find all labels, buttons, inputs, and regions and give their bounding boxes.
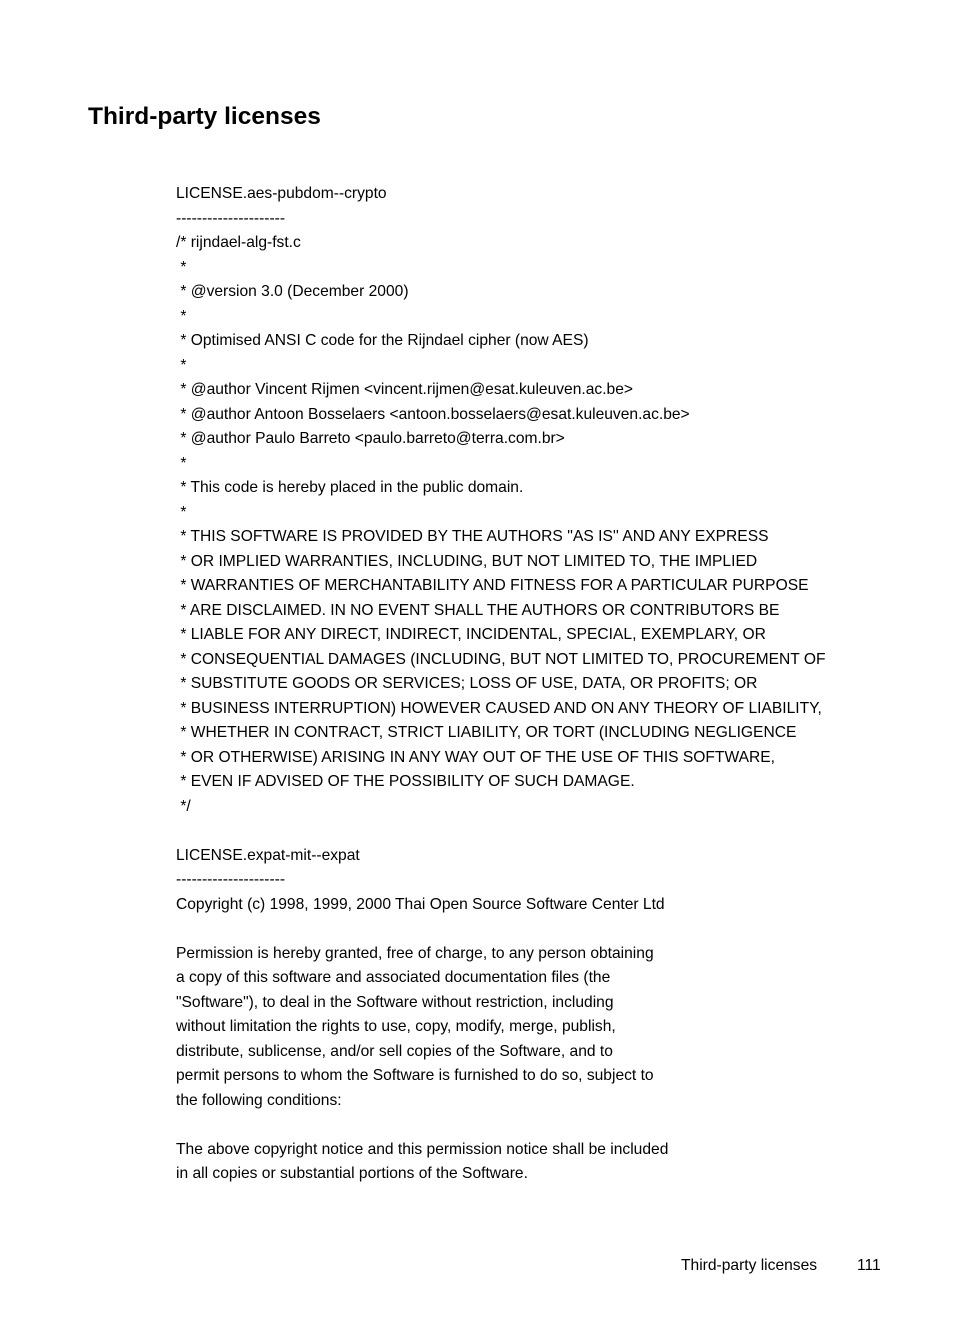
text-line: * SUBSTITUTE GOODS OR SERVICES; LOSS OF USE, DATA, OR PROFITS; OR <box>176 675 758 692</box>
text-line: * CONSEQUENTIAL DAMAGES (INCLUDING, BUT NOT LIMITED TO, PROCUREMENT OF <box>176 650 826 668</box>
text-line: * WARRANTIES OF MERCHANTABILITY AND FITNESS FOR A PARTICULAR PURPOSE <box>176 577 809 594</box>
text-line: * @author Vincent Rijmen <vincent.rijmen@esat.kuleuven.ac.be> <box>176 381 633 398</box>
text-line: in all copies or substantial portions of the Software. <box>176 1165 528 1182</box>
text-line <box>176 819 896 844</box>
text-line: * @author Antoon Bosselaers <antoon.bosselaers@esat.kuleuven.ac.be> <box>176 405 690 423</box>
text-line: * <box>176 503 187 521</box>
text-line: * ARE DISCLAIMED. IN NO EVENT SHALL THE AUTHORS OR CONTRIBUTORS BE <box>176 601 780 619</box>
text-line <box>176 917 896 942</box>
text-line: distribute, sublicense, and/or sell copies of the Software, and to <box>176 1042 613 1060</box>
text-line: --------------------- <box>176 209 286 227</box>
text-line: * THIS SOFTWARE IS PROVIDED BY THE AUTHORS ''AS IS'' AND ANY EXPRESS <box>176 528 769 545</box>
text-line: LICENSE.aes-pubdom--crypto <box>176 185 387 202</box>
text-line: /* rijndael-alg-fst.c <box>176 234 301 251</box>
text-line: * <box>176 454 187 472</box>
license-text <box>176 182 896 1187</box>
text-line: --------------------- <box>176 871 286 888</box>
text-line: LICENSE.expat-mit--expat <box>176 846 360 864</box>
text-line: the following conditions: <box>176 1091 342 1109</box>
text-line: * OR IMPLIED WARRANTIES, INCLUDING, BUT NOT LIMITED TO, THE IMPLIED <box>176 552 758 570</box>
text-line: * WHETHER IN CONTRACT, STRICT LIABILITY, OR TORT (INCLUDING NEGLIGENCE <box>176 724 797 741</box>
text-line: a copy of this software and associated documentation files (the <box>176 969 611 986</box>
text-line: * EVEN IF ADVISED OF THE POSSIBILITY OF SUCH DAMAGE. <box>176 773 635 790</box>
text-line: * <box>176 356 187 374</box>
page-title: Third-party licenses <box>88 103 321 130</box>
text-line: * OR OTHERWISE) ARISING IN ANY WAY OUT OF THE USE OF THIS SOFTWARE, <box>176 748 775 766</box>
text-line: permit persons to whom the Software is furnished to do so, subject to <box>176 1067 654 1084</box>
text-line: * BUSINESS INTERRUPTION) HOWEVER CAUSED AND ON ANY THEORY OF LIABILITY, <box>176 699 822 717</box>
text-line: * @author Paulo Barreto <paulo.barreto@terra.com.br> <box>176 430 565 447</box>
text-line: * <box>176 307 187 325</box>
text-line: * This code is hereby placed in the public domain. <box>176 479 524 496</box>
text-line: without limitation the rights to use, copy, modify, merge, publish, <box>176 1018 616 1035</box>
text-line <box>176 1113 896 1138</box>
text-line: "Software"), to deal in the Software without restriction, including <box>176 993 614 1011</box>
text-line: * Optimised ANSI C code for the Rijndael cipher (now AES) <box>176 332 589 349</box>
text-line: * @version 3.0 (December 2000) <box>176 283 409 300</box>
footer-section-title: Third-party licenses <box>681 1257 818 1274</box>
text-line: Copyright (c) 1998, 1999, 2000 Thai Open Source Software Center Ltd <box>176 895 665 913</box>
footer-page-number: 111 <box>857 1257 881 1274</box>
text-line: Permission is hereby granted, free of charge, to any person obtaining <box>176 944 654 962</box>
text-line: * <box>176 258 187 276</box>
text-line: */ <box>176 797 191 815</box>
text-line: The above copyright notice and this permission notice shall be included <box>176 1140 669 1158</box>
text-line: * LIABLE FOR ANY DIRECT, INDIRECT, INCIDENTAL, SPECIAL, EXEMPLARY, OR <box>176 626 766 643</box>
